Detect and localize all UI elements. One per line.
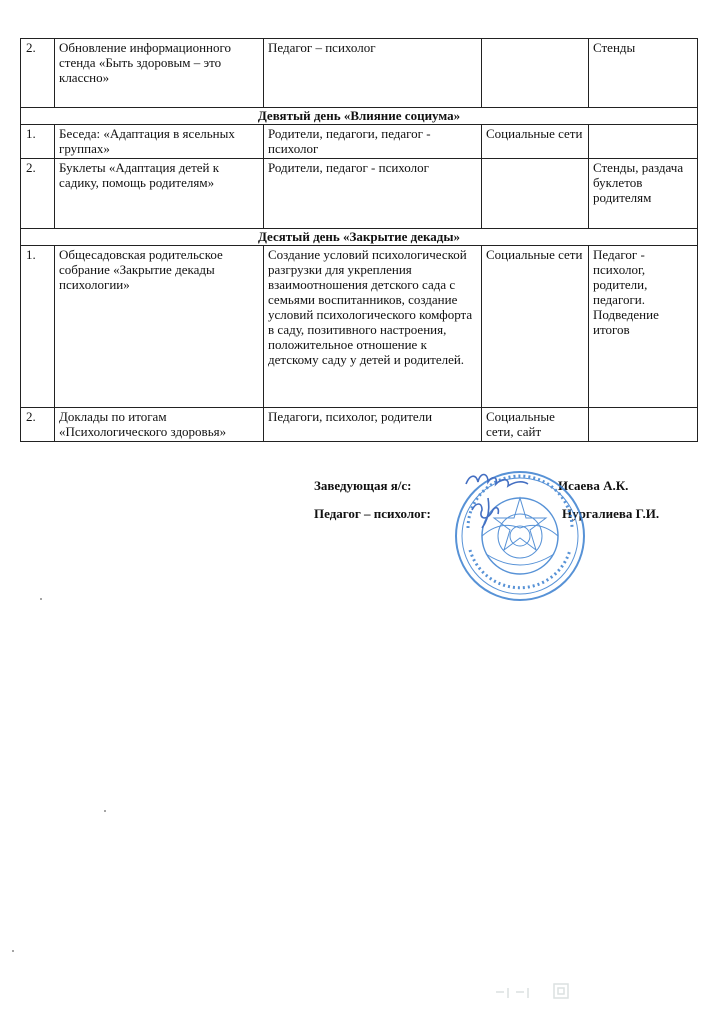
row-number: 2.	[21, 39, 55, 108]
row-number: 1.	[21, 246, 55, 408]
table-row	[21, 159, 698, 229]
head-title: Заведующая я/с:	[314, 478, 412, 493]
channel-cell	[482, 159, 589, 229]
head-name: Исаева А.К.	[558, 478, 629, 493]
event-cell: Общесадовская родительское собрание «Закрытие декады психологии»	[55, 246, 264, 408]
table-row	[21, 408, 698, 442]
result-cell: Стенды	[589, 39, 698, 108]
scan-speck	[104, 810, 106, 812]
row-number: 2.	[21, 408, 55, 442]
result-cell: Стенды, раздача буклетов родителям	[589, 159, 698, 229]
event-cell: Обновление информационного стенда «Быть здоровым – это классно»	[55, 39, 264, 108]
section-header-row	[21, 108, 698, 125]
section-title: Девятый день «Влияние социума»	[21, 108, 698, 125]
psychologist-title: Педагог – психолог:	[314, 506, 431, 521]
participants-cell: Создание условий психологической разгрузки для укрепления взаимоотношения детского сада с семьями воспитанников, создание условий психологического комфорта в саду, позитивного настроения, положительное отношение к детскому саду у детей и родителей.	[264, 246, 482, 408]
scan-speck	[12, 950, 14, 952]
section-header-row	[21, 229, 698, 246]
channel-cell	[482, 39, 589, 108]
result-cell	[589, 125, 698, 159]
row-number: 1.	[21, 125, 55, 159]
result-cell: Педагог - психолог, родители, педагоги. Подведение итогов	[589, 246, 698, 408]
row-number: 2.	[21, 159, 55, 229]
table-row	[21, 246, 698, 408]
event-plan-table	[20, 38, 698, 442]
result-cell	[589, 408, 698, 442]
event-cell: Буклеты «Адаптация детей к садику, помощь родителям»	[55, 159, 264, 229]
channel-cell: Социальные сети	[482, 246, 589, 408]
participants-cell: Родители, педагоги, педагог - психолог	[264, 125, 482, 159]
psychologist-name: Нургалиева Г.И.	[562, 506, 660, 521]
section-title: Десятый день «Закрытие декады»	[21, 229, 698, 246]
event-cell: Доклады по итогам «Психологического здоровья»	[55, 408, 264, 442]
scan-speck	[40, 598, 42, 600]
table-row	[21, 125, 698, 159]
participants-cell: Педагоги, психолог, родители	[264, 408, 482, 442]
round-seal-icon	[452, 458, 588, 606]
event-cell: Беседа: «Адаптация в ясельных группах»	[55, 125, 264, 159]
participants-cell: Родители, педагог - психолог	[264, 159, 482, 229]
channel-cell: Социальные сети	[482, 125, 589, 159]
table-row	[21, 39, 698, 108]
channel-cell: Социальные сети, сайт	[482, 408, 589, 442]
participants-cell: Педагог – психолог	[264, 39, 482, 108]
scan-artifact-icon	[492, 978, 582, 1004]
